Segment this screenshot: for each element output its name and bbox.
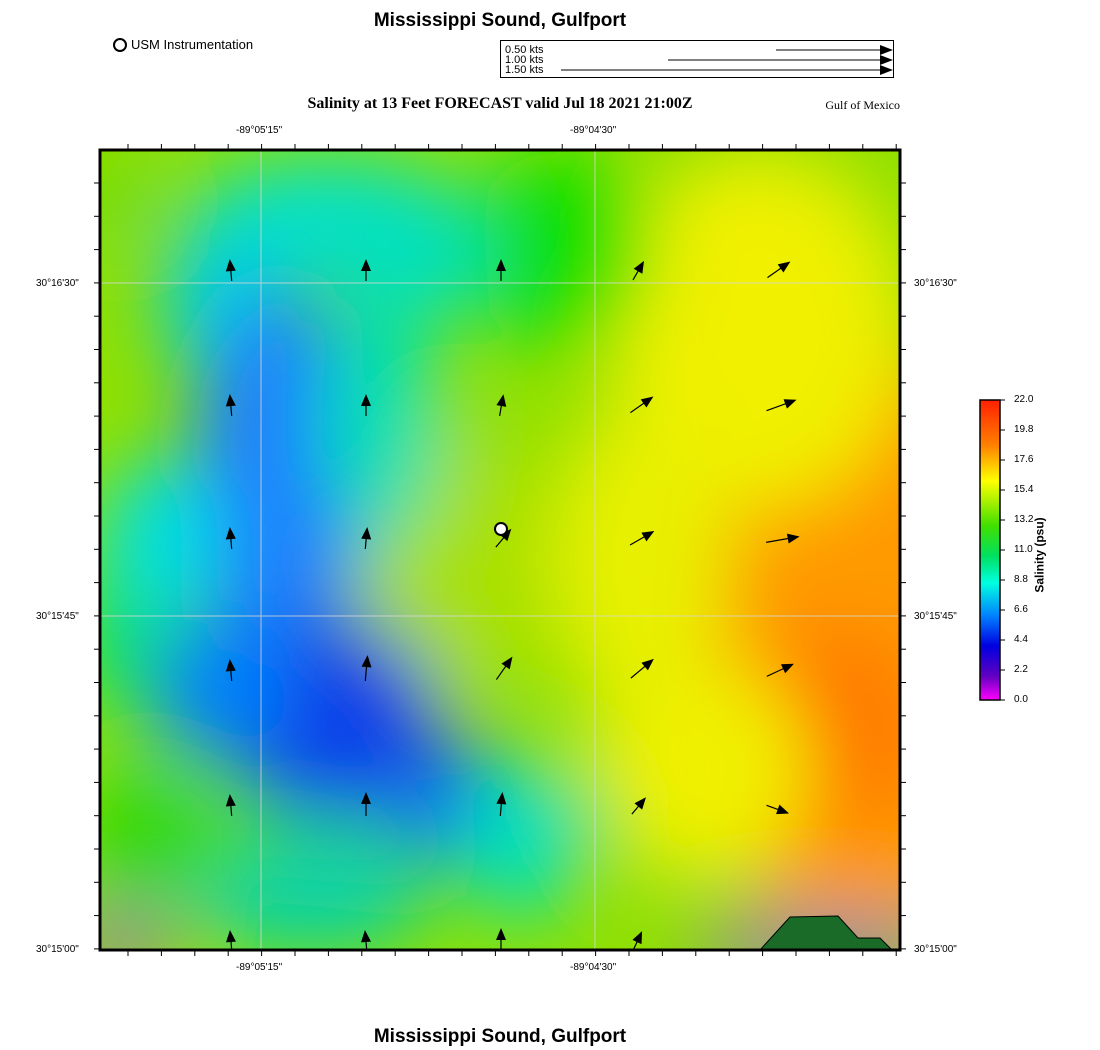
colorbar-label: 13.2 <box>1014 514 1034 525</box>
colorbar-label: 6.6 <box>1014 604 1028 615</box>
lat-label-right-1: 30°16'30" <box>914 278 957 289</box>
colorbar-label: 0.0 <box>1014 694 1028 705</box>
region-label: Gulf of Mexico <box>825 98 900 112</box>
map-title: Mississippi Sound, Gulfport <box>373 10 627 31</box>
colorbar-label: 15.4 <box>1014 484 1034 495</box>
lon-label-bottom-1: -89°05'15" <box>236 962 283 973</box>
scale-label-1-00: 1.00 kts <box>505 54 544 66</box>
colorbar-label: 11.0 <box>1014 544 1033 555</box>
colorbar-label: 17.6 <box>1014 454 1034 465</box>
lat-label-right-2: 30°15'45" <box>914 611 957 622</box>
lon-label-bottom-2: -89°04'30" <box>570 962 617 973</box>
salinity-colorbar <box>980 400 1000 700</box>
scale-arrows <box>561 45 893 75</box>
lat-label-right-3: 30°15'00" <box>914 944 957 955</box>
lat-label-left-2: 30°15'45" <box>36 611 79 622</box>
salinity-field <box>60 150 1010 990</box>
lon-label-top-1: -89°05'15" <box>236 125 283 136</box>
forecast-subtitle: Salinity at 13 Feet FORECAST valid Jul 18 2021 21:00Z <box>307 95 693 112</box>
colorbar-label: 19.8 <box>1014 424 1034 435</box>
station-marker-icon[interactable] <box>495 523 507 535</box>
colorbar-label: 2.2 <box>1014 664 1028 675</box>
scale-label-1-50: 1.50 kts <box>505 64 544 76</box>
lon-label-top-2: -89°04'30" <box>570 125 617 136</box>
lat-label-left-3: 30°15'00" <box>36 944 79 955</box>
footer-title: Mississippi Sound, Gulfport <box>373 1026 627 1047</box>
colorbar-title: Salinity (psu) <box>1032 517 1047 593</box>
colorbar-label: 22.0 <box>1014 394 1034 405</box>
lat-label-left-1: 30°16'30" <box>36 278 79 289</box>
station-legend-label: USM Instrumentation <box>131 37 254 52</box>
colorbar-label: 8.8 <box>1014 574 1028 585</box>
scale-label-0-50: 0.50 kts <box>505 44 544 56</box>
colorbar-label: 4.4 <box>1014 634 1028 645</box>
